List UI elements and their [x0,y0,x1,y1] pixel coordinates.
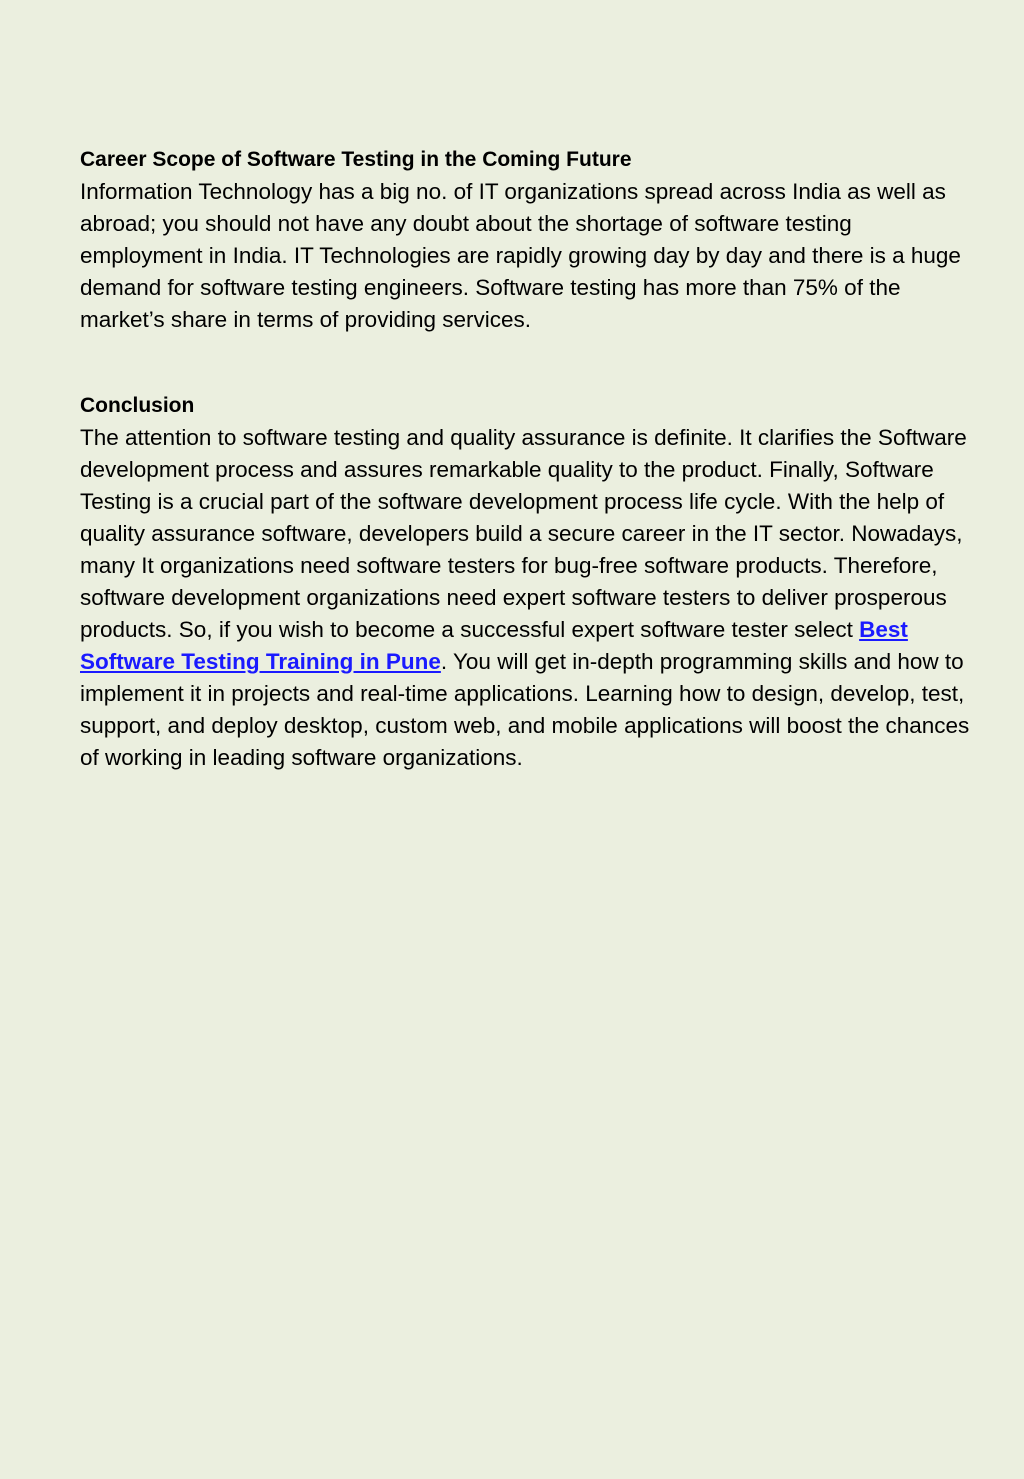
document-content [80,144,970,774]
conclusion-text-before-link: The attention to software testing and quality assurance is definite. It clarifies the Software development process and assures remarkable quality to the product. Finally, Software Testing is a crucial part of the software development process life cycle. With the help of quality assurance software, developers build a secure career in the IT sector. Nowadays, many It organizations need software testers for bug-free software products. Therefore, software development organizations need expert software testers to deliver prosperous products. So, if you wish to become a successful expert software tester select [80,425,967,642]
section-spacer [80,336,970,390]
career-scope-paragraph: Information Technology has a big no. of IT organizations spread across India as well as abroad; you should not have any doubt about the shortage of software testing employment in India. IT Technologies are rapidly growing day by day and there is a huge demand for software testing engineers. Software testing has more than 75% of the market’s share in terms of providing services. [80,179,961,332]
career-scope-heading: Career Scope of Software Testing in the Coming Future [80,148,632,171]
training-link[interactable]: Best Software Testing Training in Pune [80,617,908,674]
conclusion-paragraph [80,422,970,774]
conclusion-text-after-link: . You will get in-depth programming skills and how to implement it in projects and real-time applications. Learning how to design, develop, test, support, and deploy desktop, custom web, and mobile applications will boost the chances of working in leading software organizations. [80,649,970,770]
conclusion-heading: Conclusion [80,394,195,417]
